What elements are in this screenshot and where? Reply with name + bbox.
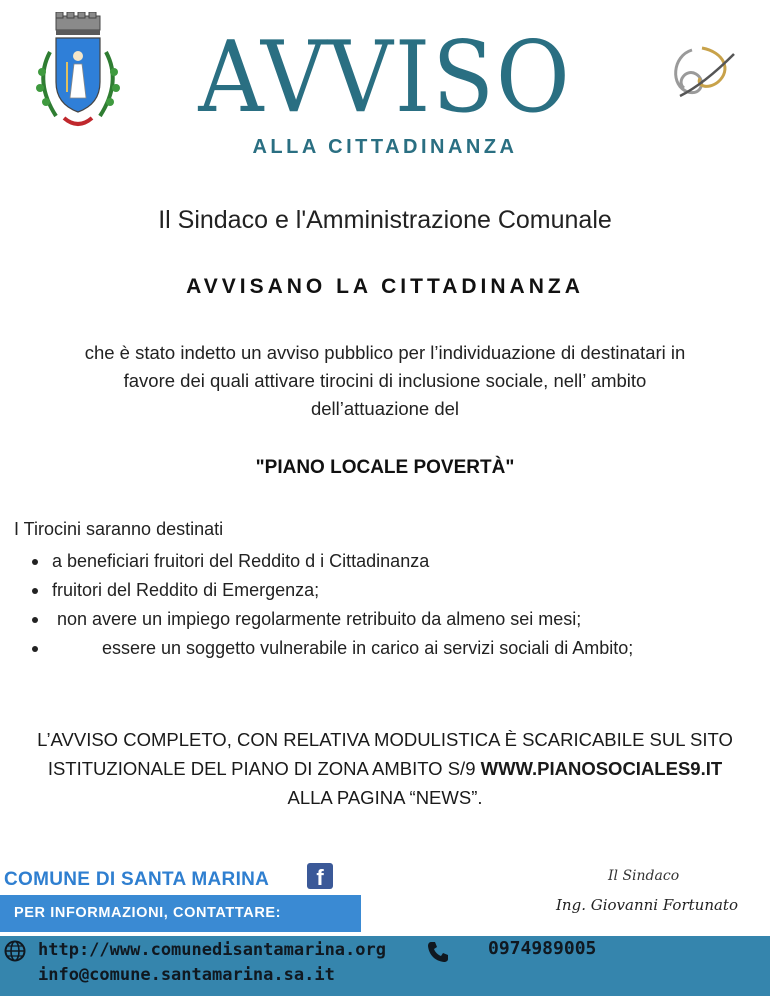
globe-icon (4, 940, 26, 962)
signature (552, 858, 738, 924)
avvisano-heading: AVVISANO LA CITTADINANZA (186, 275, 584, 298)
facebook-icon[interactable]: f (307, 863, 333, 889)
download-notice (0, 725, 770, 812)
intro-line: che è stato indetto un avviso pubblico per l’individuazione di destinatari in (84, 342, 686, 363)
intro-paragraph (30, 339, 740, 423)
piano-sociale-logo-icon (662, 42, 740, 104)
page-subtitle: ALLA CITTADINANZA (252, 136, 518, 158)
sindaco-heading: Il Sindaco e l'Amministrazione Comunale (158, 206, 612, 234)
notice-line: L’AVVISO COMPLETO, CON RELATIVA MODULISTICA È SCARICABILE SUL SITO (37, 729, 733, 750)
svg-text:Il Sindaco: Il Sindaco (608, 868, 680, 884)
phone-number[interactable]: 0974989005 (488, 938, 597, 959)
email-link[interactable]: info@comune.santamarina.sa.it (38, 965, 335, 985)
list-item: essere un soggetto vulnerabile in carico ai servizi sociali di Ambito; (30, 634, 633, 663)
info-label: PER INFORMAZIONI, CONTATTARE: (14, 905, 282, 921)
notice-website-link[interactable]: WWW.PIANOSOCIALES9.IT (480, 758, 723, 779)
comune-name: COMUNE DI SANTA MARINA (4, 869, 270, 890)
eligibility-list (30, 547, 633, 663)
list-intro: I Tirocini saranno destinati (14, 519, 224, 539)
intro-line: favore dei quali attivare tirocini di inclusione sociale, nell’ ambito (123, 370, 647, 391)
notice-line: ALLA PAGINA “NEWS”. (287, 787, 483, 808)
notice-line: ISTITUZIONALE DEL PIANO DI ZONA AMBITO S/9 WWW.PIANOSOCIALES9.IT (47, 758, 723, 779)
list-item: fruitori del Reddito di Emergenza; (30, 576, 633, 605)
intro-line: dell’attuazione del (310, 398, 460, 419)
svg-text:Ing. Giovanni Fortunato: Ing. Giovanni Fortunato (556, 896, 738, 914)
phone-icon (426, 940, 450, 964)
page-title: AVVISO (198, 21, 572, 135)
website-link[interactable]: http://www.comunedisantamarina.org (38, 940, 386, 960)
list-item: non avere un impiego regolarmente retribuito da almeno sei mesi; (30, 605, 633, 634)
piano-title: "PIANO LOCALE POVERTÀ" (255, 457, 515, 478)
list-item: a beneficiari fruitori del Reddito d i Cittadinanza (30, 547, 633, 576)
